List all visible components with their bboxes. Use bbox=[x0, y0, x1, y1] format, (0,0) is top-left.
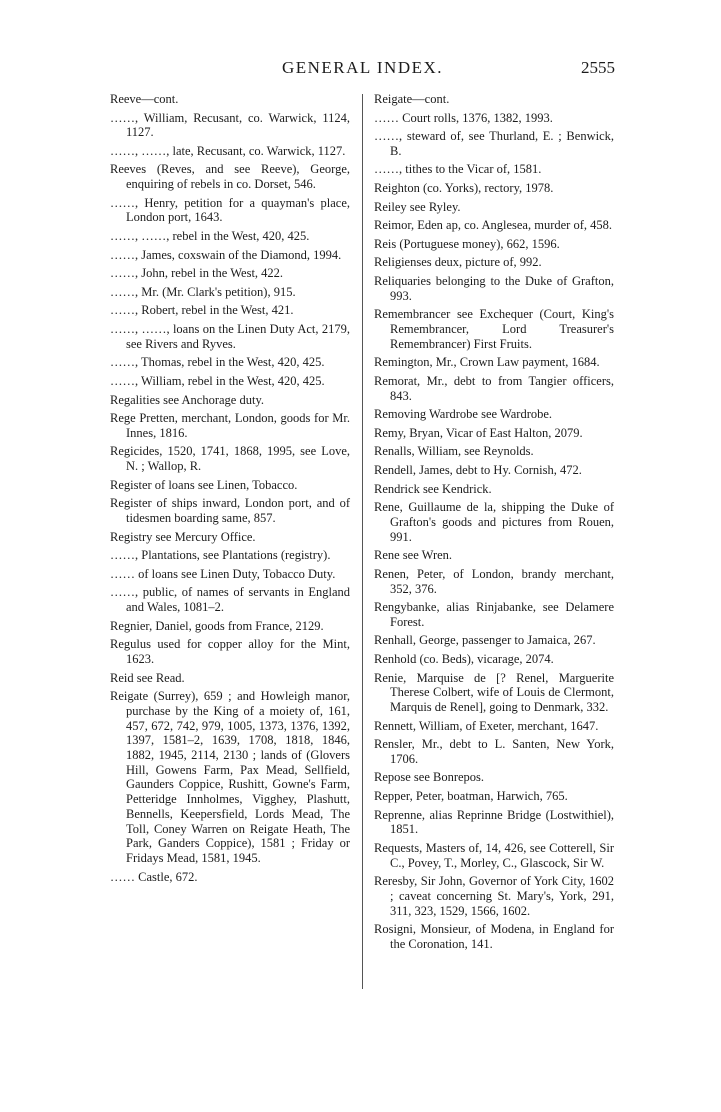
index-entry: Rene see Wren. bbox=[374, 548, 453, 563]
index-entry: Regnier, Daniel, goods from France, 2129. bbox=[110, 618, 324, 633]
running-title: GENERAL INDEX. bbox=[281, 58, 444, 77]
index-entry: …… Castle, 672. bbox=[110, 869, 198, 884]
index-entry: ……, ……, loans on the Linen Duty Act, 2179, see Rivers and Ryves. bbox=[110, 322, 350, 351]
index-entry: Reighton (co. Yorks), rectory, 1978. bbox=[374, 181, 554, 196]
index-entry: Remembrancer see Exchequer (Court, King's Remembrancer, Lord Treasurer's Remembrancer) First Fruits. bbox=[374, 307, 614, 351]
index-entry: …… Court rolls, 1376, 1382, 1993. bbox=[374, 110, 553, 125]
index-entry: ……, James, coxswain of the Diamond, 1994. bbox=[110, 247, 342, 262]
index-entry: ……, ……, rebel in the West, 420, 425. bbox=[110, 229, 310, 244]
index-entry: Renen, Peter, of London, brandy merchant, 352, 376. bbox=[374, 566, 614, 596]
left-column bbox=[110, 92, 350, 888]
index-entry: ……, Thomas, rebel in the West, 420, 425. bbox=[110, 355, 325, 370]
index-entry: Rege Pretten, merchant, London, goods for Mr. Innes, 1816. bbox=[110, 411, 350, 440]
index-entry: Rennett, William, of Exeter, merchant, 1647. bbox=[374, 718, 599, 733]
index-entry: Reeves (Reves, and see Reeve), George, enquiring of rebels in co. Dorset, 546. bbox=[110, 162, 350, 192]
index-entry: Rosigni, Monsieur, of Modena, in England for the Coronation, 141. bbox=[374, 922, 614, 951]
column-divider bbox=[362, 94, 363, 989]
index-entry: Register of loans see Linen, Tobacco. bbox=[110, 477, 298, 492]
index-entry: Renie, Marquise de [? Renel, Marguerite Therese Colbert, wife of Louis de Clermont, Marquis de Renel], going to Denmark, 332. bbox=[374, 670, 614, 714]
index-entry: Remorat, Mr., debt to from Tangier officers, 843. bbox=[374, 373, 614, 403]
index-entry: ……, public, of names of servants in England and Wales, 1081–2. bbox=[110, 585, 350, 615]
index-entry: Repose see Bonrepos. bbox=[374, 770, 485, 785]
index-entry: Renhold (co. Beds), vicarage, 2074. bbox=[374, 651, 554, 666]
index-entry: ……, Mr. (Mr. Clark's petition), 915. bbox=[110, 284, 296, 299]
index-entry: Registry see Mercury Office. bbox=[110, 529, 256, 544]
index-entry: Rensler, Mr., debt to L. Santen, New York, 1706. bbox=[374, 737, 614, 766]
right-column bbox=[374, 92, 614, 956]
index-entry: ……, William, Recusant, co. Warwick, 1124, 1127. bbox=[110, 110, 350, 140]
index-entry: Requests, Masters of, 14, 426, see Cotterell, Sir C., Povey, T., Morley, C., Glascock, Sir W. bbox=[374, 840, 614, 870]
index-entry: ……, John, rebel in the West, 422. bbox=[110, 266, 284, 281]
index-entry: Rendell, James, debt to Hy. Cornish, 472. bbox=[374, 463, 582, 478]
index-entry: Renhall, George, passenger to Jamaica, 267. bbox=[374, 633, 596, 648]
index-entry: Religienses deux, picture of, 992. bbox=[374, 255, 542, 270]
index-entry: Rengybanke, alias Rinjabanke, see Delamere Forest. bbox=[374, 600, 614, 629]
page-number: 2555 bbox=[581, 58, 615, 77]
index-entry: ……, ……, late, Recusant, co. Warwick, 1127. bbox=[110, 143, 346, 158]
index-entry: Regicides, 1520, 1741, 1868, 1995, see Love, N. ; Wallop, R. bbox=[110, 444, 350, 474]
index-entry: Reimor, Eden ap, co. Anglesea, murder of, 458. bbox=[374, 218, 612, 233]
index-entry: Reeve—cont. bbox=[110, 92, 179, 106]
index-entry: Reigate (Surrey), 659 ; and Howleigh manor, purchase by the King of a moiety of, 161, 457, 672, 742, 979, 1005, 1373, 1376, 1392, 1397, 1581–2, 1639, 1708, 1818, 1846, 1882, 1945, 2114, 2130 ; lands of (Glovers Hill, Gowens Farm, Pax Mead, Sellfield, Gaunders Coppice, Rushitt, Gowne's Farm, Petteridge Innholmes, Vigghey, Plashutt, Bennells, Keepersfield, Lords Mead, The Toll, Coney Warren on Reigate Heath, The Park, Ganders Coppice), 1581 ; Friday or Fridays Mead, 1581, 1945. bbox=[110, 689, 350, 865]
index-entry: Reid see Read. bbox=[110, 670, 185, 685]
index-entry: Register of ships inward, London port, and of tidesmen boarding same, 857. bbox=[110, 496, 350, 526]
index-entry: Removing Wardrobe see Wardrobe. bbox=[374, 407, 553, 422]
index-entry: ……, Henry, petition for a quayman's place, London port, 1643. bbox=[110, 195, 350, 225]
index-entry: ……, tithes to the Vicar of, 1581. bbox=[374, 162, 542, 177]
index-entry: ……, steward of, see Thurland, E. ; Benwick, B. bbox=[374, 129, 614, 158]
index-columns bbox=[110, 92, 615, 1012]
index-entry: Renalls, William, see Reynolds. bbox=[374, 444, 534, 459]
index-entry: Regalities see Anchorage duty. bbox=[110, 392, 265, 407]
index-entry: Regulus used for copper alloy for the Mint, 1623. bbox=[110, 637, 350, 666]
index-entry: Reigate—cont. bbox=[374, 92, 450, 106]
index-entry: Reresby, Sir John, Governor of York City, 1602 ; caveat concerning St. Mary's, York, 291, 311, 323, 1529, 1566, 1602. bbox=[374, 874, 614, 918]
index-entry: …… of loans see Linen Duty, Tobacco Duty. bbox=[110, 566, 336, 581]
index-entry: Repper, Peter, boatman, Harwich, 765. bbox=[374, 789, 568, 804]
index-entry: Rendrick see Kendrick. bbox=[374, 481, 492, 496]
index-entry: Reprenne, alias Reprinne Bridge (Lostwithiel), 1851. bbox=[374, 807, 614, 837]
index-entry: ……, Plantations, see Plantations (registry). bbox=[110, 548, 331, 563]
index-entry: Reliquaries belonging to the Duke of Grafton, 993. bbox=[374, 274, 614, 303]
index-entry: Reiley see Ryley. bbox=[374, 199, 461, 214]
index-entry: Remy, Bryan, Vicar of East Halton, 2079. bbox=[374, 425, 583, 440]
index-entry: ……, Robert, rebel in the West, 421. bbox=[110, 303, 294, 318]
index-entry: Reis (Portuguese money), 662, 1596. bbox=[374, 236, 560, 251]
index-entry: Remington, Mr., Crown Law payment, 1684. bbox=[374, 355, 600, 370]
index-entry: ……, William, rebel in the West, 420, 425. bbox=[110, 373, 325, 388]
page-header bbox=[110, 58, 615, 82]
index-entry: Rene, Guillaume de la, shipping the Duke of Grafton's goods and pictures from Rouen, 991. bbox=[374, 500, 614, 544]
